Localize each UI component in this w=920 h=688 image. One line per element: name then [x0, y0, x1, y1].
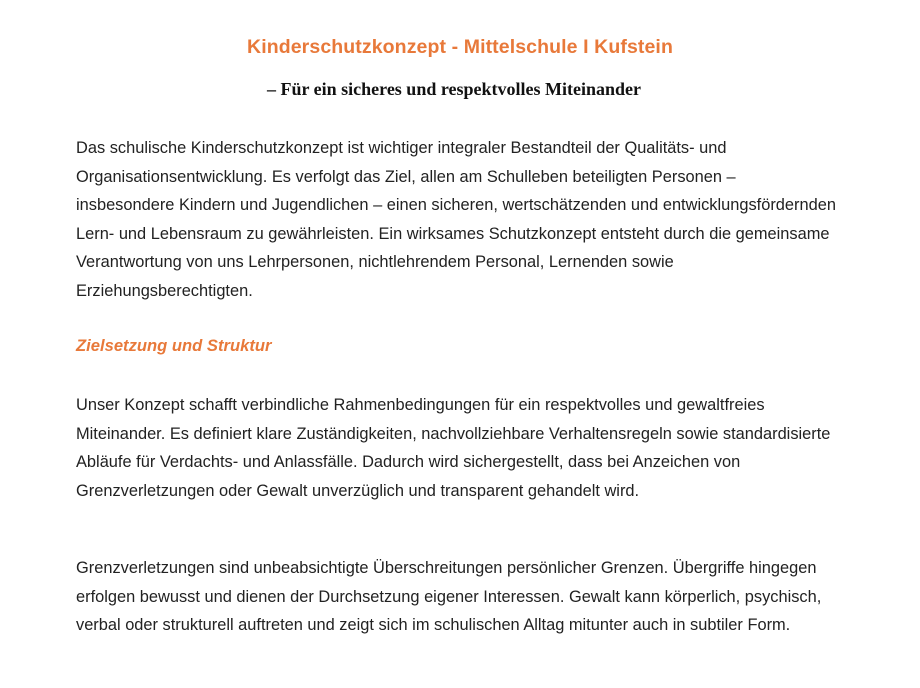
intro-paragraph: Das schulische Kinderschutzkonzept ist wichtiger integraler Bestandteil der Qualitäts- und Organisationsentwicklung. Es verfolgt das Ziel, allen am Schulleben beteiligten Personen – insbesondere Kindern und Jugendlichen – einen sicheren, wertschätzenden und entwicklungsfördernden Lern- und Lebensraum zu gewährleisten. Ein wirksames Schutzkonzept entsteht durch die gemeinsame Verantwortung von uns Lehrpersonen, nichtlehrendem Personal, Lernenden sowie Erziehungsberechtigten.	[76, 139, 836, 300]
section-paragraph-1: Unser Konzept schafft verbindliche Rahmenbedingungen für ein respektvolles und gewaltfreies Miteinander. Es definiert klare Zuständigkeiten, nachvollziehbare Verhaltensregeln sowie standardisierte Abläufe für Verdachts- und Anlassfälle. Dadurch wird sichergestellt, dass bei Anzeichen von Grenzverletzungen oder Gewalt unverzüglich und transparent gehandelt wird.	[76, 396, 831, 500]
document-subtitle: – Für ein sicheres und respektvolles Miteinander	[266, 79, 641, 99]
section-heading: Zielsetzung und Struktur	[76, 336, 272, 355]
section-paragraph-2: Grenzverletzungen sind unbeabsichtigte Überschreitungen persönlicher Grenzen. Übergriffe hingegen erfolgen bewusst und dienen der Durchsetzung eigener Interessen. Gewalt kann körperlich, psychisch, verbal oder strukturell auftreten und zeigt sich im schulischen Alltag mitunter auch in subtiler Form.	[76, 559, 822, 635]
document-title: Kinderschutzkonzept - Mittelschule I Kufstein	[247, 36, 673, 58]
